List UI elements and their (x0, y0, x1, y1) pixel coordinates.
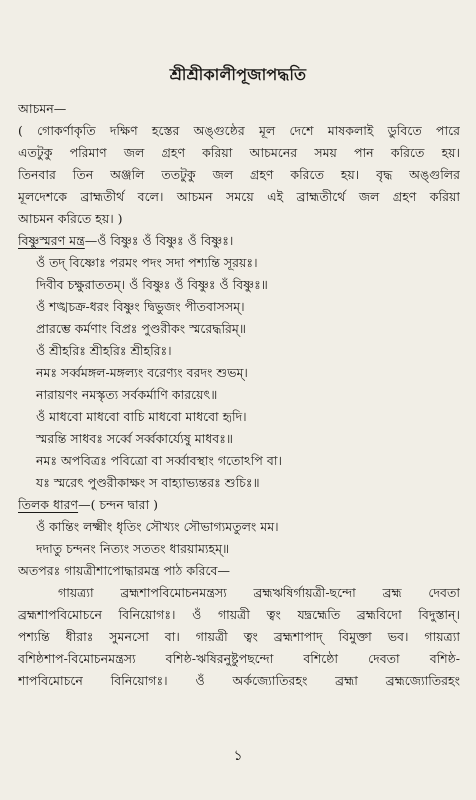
vishnusmaran-line-10: নমঃ অপবিত্রঃ পবিত্রো বা সর্ব্বাবস্থাং গতোঽপি বা। (36, 453, 282, 468)
vishnusmaran-line-7: নারায়ণং নমস্কৃত্য সর্বকর্মাণি কারয়েৎ॥ (36, 387, 218, 402)
achaman-line-3: তিনবার তিন অঞ্জলি ততটুকু জল গ্রহণ করিতে হয়। বৃদ্ধ অঙ্গুলির (18, 167, 460, 182)
vishnusmaran-line-11: যঃ স্মরেৎ পুণ্ডরীকাক্ষং স বাহ্যাভ্যন্তরঃ শুচিঃ॥ (36, 475, 260, 490)
vishnusmaran-line-9: স্মরন্তি সাধবঃ সর্ব্বে সর্ব্বকার্য্যেষু মাধবঃ॥ (36, 431, 233, 446)
vishnusmaran-heading: বিষ্ণুস্মরণ মন্ত্র (18, 233, 85, 248)
achaman-line-2: এতটুকু পরিমাণ জল গ্রহণ করিয়া আচমনের সময় পান করিতে হয়। (18, 145, 460, 160)
vishnusmaran-line-8: ওঁ মাধবো মাধবো বাচি মাধবো মাধবো হৃদি। (36, 409, 247, 424)
gayatri-line-1: গায়ত্র্যা ব্রহ্মশাপবিমোচনমন্ত্রস্য ব্রহ্মঋষির্গায়ত্রী-ছন্দো ব্রহ্ম দেবতা (58, 585, 460, 600)
vishnusmaran-line-3: ওঁ শঙ্খচক্র-ধরং বিষ্ণুং দ্বিভুজং পীতবাসসম্। (36, 299, 245, 314)
achaman-line-1: ( গোকর্ণাকৃতি দক্ষিণ হস্তের অঙ্গুষ্ঠের মূল দেশে মাষকলাই ডুবিতে পারে (18, 123, 460, 138)
tilak-instruction: —( চন্দন দ্বারা ) (78, 497, 159, 512)
vishnusmaran-line-2: দিবীব চক্ষুরাততম্। ওঁ বিষ্ণুঃ ওঁ বিষ্ণুঃ ওঁ বিষ্ণুঃ॥ (36, 277, 268, 292)
gayatri-line-5: শাপবিমোচনে বিনিয়োগঃ। ওঁ অর্কজ্যোতিরহং ব্রহ্মা ব্রহ্মজ্যোতিরহং (18, 673, 460, 688)
gayatri-line-4: বশিষ্ঠশাপ-বিমোচনমন্ত্রস্য বশিষ্ঠ-ঋষিরনুষ্টুপছন্দো বশিষ্ঠো দেবতা বশিষ্ঠ- (18, 651, 460, 666)
page-number: ১ (233, 748, 243, 764)
gayatri-line-3: পশ্যন্তি ধীরাঃ সুমনসো বা। গায়ত্রী ত্বং ব্রহ্মশাপাদ্ বিমুক্তা ভব। গায়ত্র্যা (18, 629, 460, 644)
vishnusmaran-line-4: প্রারম্ভে কর্মণাং বিপ্রঃ পুণ্ডরীকং স্মরেদ্ধরিম্॥ (36, 321, 246, 336)
vishnusmaran-line-6: নমঃ সর্ব্বমঙ্গল-মঙ্গল্যং বরেণ্যং বরদং শুভম্। (36, 365, 248, 380)
gayatri-line-2: ব্রহ্মশাপবিমোচনে বিনিয়োগঃ। ওঁ গায়ত্রী ত্বং যদ্ব্রহ্মেতি ব্রহ্মবিদো বিদুস্তান্। (18, 607, 460, 622)
achaman-line-5: আচমন করিতে হয়। ) (18, 211, 123, 226)
tilak-heading: তিলক ধারণ (18, 497, 79, 512)
page-title: শ্রীশ্রীকালীপূজাপদ্ধতি (169, 65, 307, 84)
tilak-line-1: ওঁ কান্তিং লক্ষ্মীং ধৃতিং সৌখ্যং সৌভাগ্যমতুলং মম। (36, 519, 279, 534)
tilak-line-2: দদাতু চন্দনং নিত্যং সততং ধারয়াম্যহম্॥ (36, 541, 230, 556)
gayatri-heading: অতপরঃ গায়ত্রীশাপোদ্ধারমন্ত্র পাঠ করিবে— (18, 563, 231, 578)
vishnusmaran-mantra-start: —ওঁ বিষ্ণুঃ ওঁ বিষ্ণুঃ ওঁ বিষ্ণুঃ। (84, 233, 234, 248)
document-body (18, 98, 460, 692)
vishnusmaran-line-5: ওঁ শ্রীহরিঃ শ্রীহরিঃ শ্রীহরিঃ। (36, 343, 172, 358)
vishnusmaran-line-1: ওঁ তদ্ বিষ্ণোঃ পরমং পদং সদা পশ্যন্তি সূরয়ঃ। (36, 255, 258, 270)
tilak-first-line (18, 494, 460, 516)
vishnusmaran-first-line (18, 230, 460, 252)
achaman-heading: আচমন— (18, 101, 67, 116)
achaman-line-4: মূলদেশকে ব্রাহ্মতীর্থ বলে। আচমন সময়ে এই ব্রাহ্মতীর্থে জল গ্রহণ করিয়া (18, 189, 460, 204)
